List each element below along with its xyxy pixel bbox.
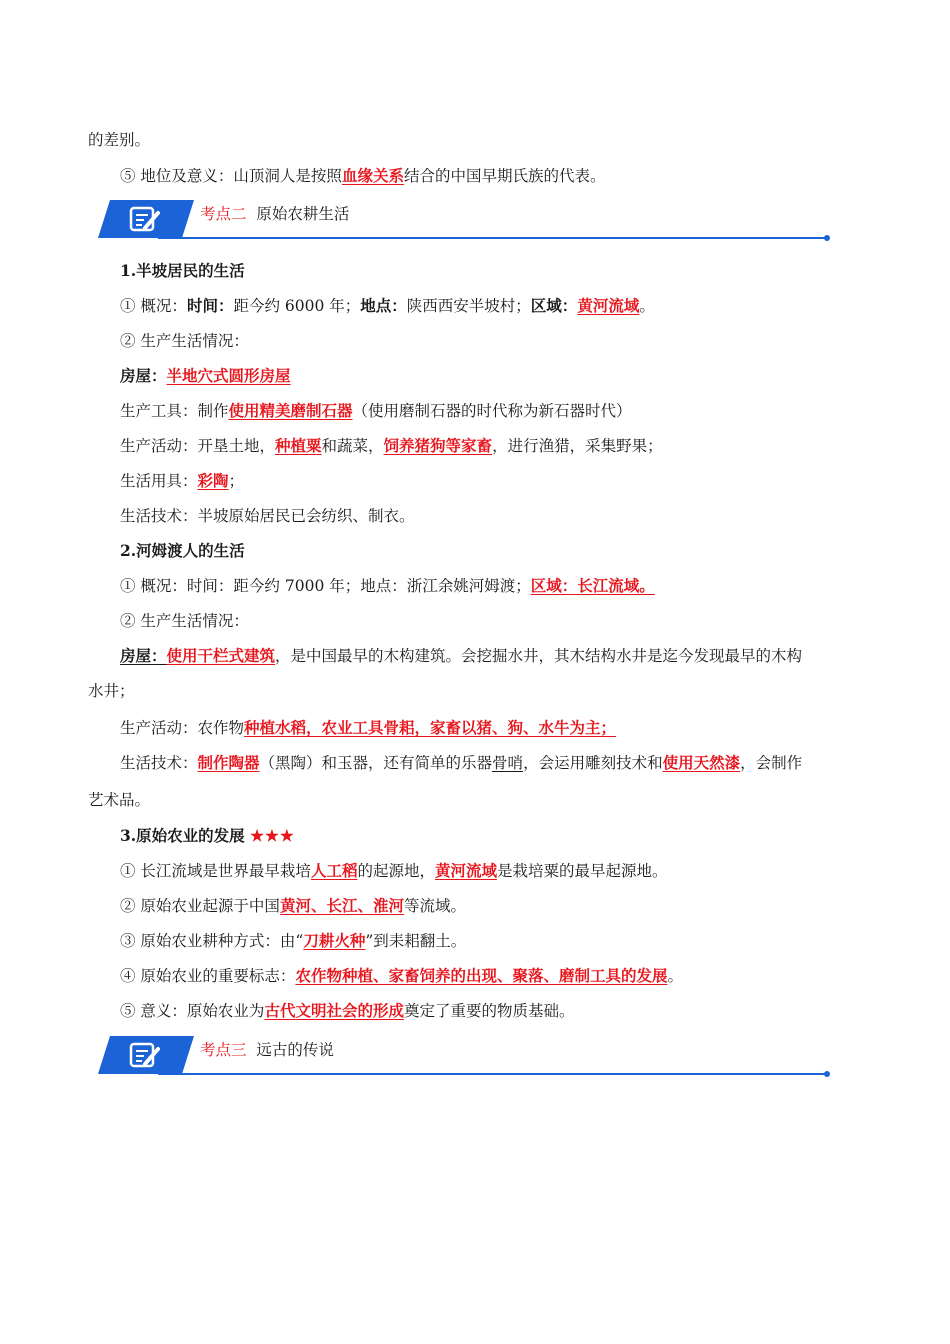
key-term: 种植粟 — [275, 436, 322, 455]
star-rating: ★★★ — [250, 826, 295, 845]
subheading: 1.半坡居民的生活 — [120, 261, 245, 280]
notepad-pencil-icon — [98, 1036, 194, 1074]
text-line: 艺术品。 — [88, 791, 151, 809]
key-term: 血缘关系 — [341, 166, 404, 185]
text-line: ⑤ 意义：原始农业为古代文明社会的形成奠定了重要的物质基础。 — [120, 1001, 575, 1020]
section-header — [98, 200, 830, 244]
text-line: 生产活动：农作物种植水稻，农业工具骨耜，家畜以猪、狗、水牛为主； — [120, 718, 617, 737]
text-line: ④ 原始农业的重要标志：农作物种植、家畜饲养的出现、聚落、磨制工具的发展。 — [120, 966, 683, 985]
key-term: 区域：长江流域。 — [530, 576, 655, 595]
key-term: 黄河流域 — [434, 861, 497, 880]
key-term: 使用天然漆 — [662, 753, 741, 772]
text-line: ⑤ 地位及意义：山顶洞人是按照血缘关系结合的中国早期氏族的代表。 — [120, 166, 606, 185]
notepad-pencil-icon — [98, 200, 194, 238]
key-term: 人工稻 — [310, 861, 358, 880]
text-line: 房屋：使用干栏式建筑，是中国最早的木构建筑。会挖掘水井，其木结构水井是迄今发现最早的木构 — [120, 646, 803, 665]
text-line: ① 长江流域是世界最早栽培人工稻的起源地，黄河流域是栽培粟的最早起源地。 — [120, 861, 668, 880]
text-line: 生产活动：开垦土地，种植粟和蔬菜，饲养猪狗等家畜，进行渔猎，采集野果； — [120, 436, 663, 455]
section-title: 考点二 原始农耕生活 — [200, 205, 350, 223]
divider-end — [824, 235, 830, 241]
text-line: 生产工具：制作使用精美磨制石器（使用磨制石器的时代称为新石器时代） — [120, 401, 632, 420]
text-line: 房屋：半地穴式圆形房屋 — [120, 366, 291, 385]
key-term: 刀耕火种 — [303, 931, 366, 950]
key-term: 使用干栏式建筑 — [166, 646, 276, 665]
divider — [158, 237, 826, 239]
key-term: 制作陶器 — [197, 753, 260, 772]
key-term: 黄河流域 — [577, 296, 640, 315]
key-term: 彩陶 — [197, 471, 229, 490]
key-term: 饲养猪狗等家畜 — [383, 436, 493, 455]
text-line: ① 概况：时间：距今约 6000 年；地点：陕西西安半坡村；区域：黄河流域。 — [120, 296, 655, 315]
subheading: 3.原始农业的发展 ★★★ — [120, 826, 295, 845]
text-line: ② 生产生活情况： — [120, 612, 249, 630]
text-line: 的差别。 — [88, 131, 151, 149]
text-line: ① 概况：时间：距今约 7000 年；地点：浙江余姚河姆渡；区域：长江流域。 — [120, 576, 655, 595]
key-term: 半地穴式圆形房屋 — [166, 366, 291, 385]
key-term: 种植水稻，农业工具骨耜，家畜以猪、狗、水牛为主； — [244, 718, 617, 737]
key-term: 农作物种植、家畜饲养的出现、聚落、磨制工具的发展 — [295, 966, 668, 985]
divider-end — [824, 1071, 830, 1077]
key-term: 使用精美磨制石器 — [228, 401, 353, 420]
section-title: 考点三 远古的传说 — [200, 1041, 334, 1059]
key-term: 黄河、长江、淮河 — [279, 896, 404, 915]
text-line: 生活用具：彩陶； — [120, 471, 245, 490]
text-line: 生活技术：制作陶器（黑陶）和玉器，还有简单的乐器骨哨，会运用雕刻技术和使用天然漆，会制作 — [120, 753, 803, 772]
divider — [158, 1073, 826, 1075]
text-line: ② 生产生活情况： — [120, 332, 249, 350]
text-line: ② 原始农业起源于中国黄河、长江、淮河等流域。 — [120, 896, 466, 915]
key-term: 古代文明社会的形成 — [264, 1001, 404, 1020]
text-line: 生活技术：半坡原始居民已会纺织、制衣。 — [120, 507, 415, 525]
subheading: 2.河姆渡人的生活 — [120, 541, 245, 560]
text-line: ③ 原始农业耕种方式：由“刀耕火种”到耒耜翻土。 — [120, 931, 467, 950]
text-line: 水井； — [88, 682, 135, 700]
section-header — [98, 1036, 830, 1080]
